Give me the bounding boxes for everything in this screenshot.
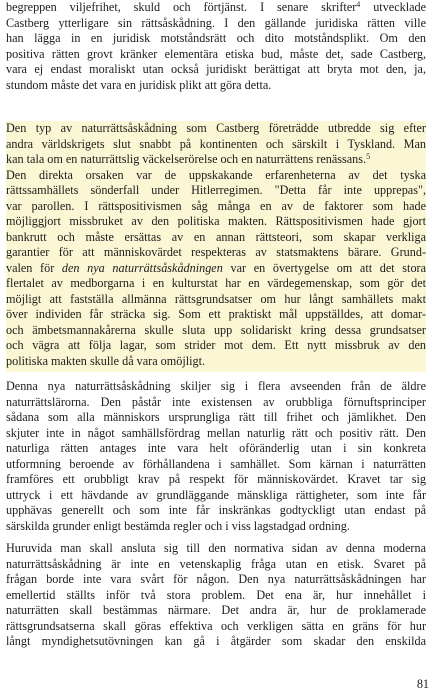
paragraph-1 [6,0,426,93]
text-line: emellertid ställts inför två stora problem. Det ena är, hur innehållet i [6,587,426,602]
text-line: politiska makten skulle då vara omöjligt. [6,353,206,368]
text-line: och ämbetsmannakårerna skulle sluta upp solidariskt kring dessa grundsatser [6,322,426,337]
text-line: skjuter inte in något samhällsfördrag mellan naturlig rätt och positiv rätt. Den [6,425,426,440]
text-line [6,152,426,168]
text-line: sådana som alla människors ursprungliga rätt till frihet och jämlikhet. Den [6,410,426,424]
text-line: frågan borde inte vara svårt för någon. Den nya naturrättsåskådningen har [6,572,426,586]
text-line: garantier för att människovärdet respekteras av statsmaktens bärare. Grund- [6,245,426,259]
text-line: vara ej endast moraliskt utan också juridiskt berättigat att bryta mot den, ja, [6,62,426,76]
text-line: framföres ett orubbligt krav på respekt för människovärdet. Kravet tar sig [6,472,426,486]
page-number: 81 [416,677,429,691]
paragraph-3 [6,379,426,534]
text-span: begreppen viljefrihet, skuld och förtjänst. I senare skrifter [6,0,357,14]
text-span: utvecklade [360,0,426,14]
text-line [6,0,426,16]
footnote-marker: 4 [356,0,361,9]
text-line: upphävas generellt och som inte får inskränkas godtyckligt utan endast på [6,503,426,517]
text-line: Denna nya naturrättsåskådning skiljer sig i flera avseenden från de äldre [6,379,426,393]
text-line: bankrutt och måste ersättas av en annan rättsteori, som skapar verkliga [6,229,426,244]
text-line: han lägga in en juridisk motståndsrätt och dito motståndsplikt. Om den [6,31,426,45]
text-line: Castberg ytterligare sin rättsåskådning. I den gällande juridiska rätten ville [6,15,426,30]
text-line: uttryck i ett hävdande av grundläggande mänskliga rättigheter, som inte får [6,487,426,502]
highlighted-paragraph [6,121,426,372]
italic-term: den nya naturrättsåskådningen [61,260,223,275]
text-line: stundom måste det vara en juridisk plikt att göra detta. [6,77,272,92]
text-line: andra världskrigets slut snabbt på kontinenten och särskilt i Tyskland. Man [6,136,426,151]
text-line: rättssamhällets sönderfall under Hitlerregimen. "Detta får inte upprepas", [6,183,426,197]
text-line: Den direkta orsaken var de uppskakande erfarenheterna av det tyska [6,167,426,182]
text-line: var parollen. I rättspositivismen såg många en av de faktorer som hade [6,198,426,213]
text-line: Den typ av naturrättsåskådning som Castberg företrädde utbredde sig efter [6,121,426,135]
text-line: rättsgrundsatserna skall göras effektiva och verkligen sätta en gräns för hur [6,618,426,633]
text-span: valen för [6,260,62,275]
text-line: naturrättslärorna. Den påstår inte existensen av orubbliga förnuftsprinciper [6,394,426,409]
text-line: och vägra att följa lagar, som strider mot dem. Ett nytt missbruk av den [6,338,426,352]
footnote-marker: 5 [366,152,371,161]
text-line: utformning beroende av förhållandena i samhället. Som kärnan i naturrätten [6,456,426,471]
text-line: naturrätten skall bestämmas närmare. Det andra är, hur de proklamerade [6,603,426,617]
text-line: Huruvida man skall ansluta sig till den normativa sidan av denna moderna [6,541,426,555]
paragraph-4 [6,541,426,650]
text-line: positiva rätten grovt kränker elementära etiska bud, måste det, sade Castberg, [6,46,426,61]
text-line: naturrättsåskådning är inte en vetenskaplig fråga utan en etisk. Svaret på [6,556,426,571]
text-span: var en övertygelse om att det stora [222,260,426,275]
text-line: flertalet av medborgarna i en kulturstat har en värdegemenskap, som gör det [6,276,426,290]
text-line: möjliggjort missbruket av den politiska makten. Rättspositivismen hade gjort [6,214,426,228]
text-line: över individen får sträcka sig. Som ett praktiskt mål uppställdes, att domar- [6,307,426,321]
text-line [6,261,426,277]
text-line: naturliga rätten antages inte vara helt oföränderlig utan i sin konkreta [6,441,426,455]
text-span: kan tala om en naturrättslig väckelserörelse och en naturrättens renässans. [6,152,367,166]
text-line: möjligt att fastställa allmänna rättsgrundsatser om hur långt samhällets makt [6,291,426,306]
text-line: särskilda grunder enligt bestämda regler och i viss lagstadgad ordning. [6,518,350,533]
text-line: långt myndighetsutövningen kan gå i åtgärder som skadar den enskilda [6,634,426,648]
